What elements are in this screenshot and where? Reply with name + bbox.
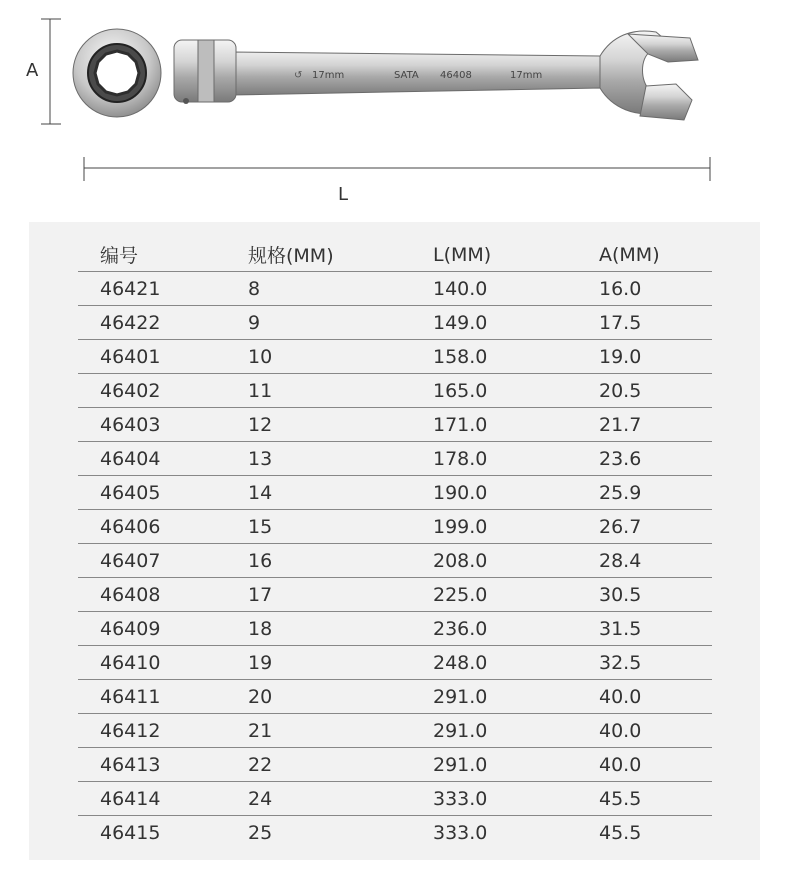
length-cell: 291.0 xyxy=(411,680,577,714)
size-cell: 19 xyxy=(226,646,411,680)
length-cell: 236.0 xyxy=(411,612,577,646)
length-cell: 178.0 xyxy=(411,442,577,476)
a-cell: 40.0 xyxy=(577,748,712,782)
size-cell: 9 xyxy=(226,306,411,340)
size-cell: 12 xyxy=(226,408,411,442)
part-number-cell: 46415 xyxy=(100,821,161,844)
a-cell: 21.7 xyxy=(577,408,712,442)
size-cell: 20 xyxy=(226,680,411,714)
table-row xyxy=(78,782,712,816)
header-a: A(MM) xyxy=(577,238,712,272)
a-cell: 40.0 xyxy=(577,714,712,748)
table-row xyxy=(78,578,712,612)
table-row xyxy=(78,340,712,374)
table-row xyxy=(78,476,712,510)
table-row xyxy=(78,612,712,646)
table-row xyxy=(78,442,712,476)
size-cell: 17 xyxy=(226,578,411,612)
a-cell: 20.5 xyxy=(577,374,712,408)
wrench-ring-end xyxy=(73,29,161,117)
table-row xyxy=(78,374,712,408)
part-number-cell: 46422 xyxy=(78,306,226,340)
length-cell: 165.0 xyxy=(411,374,577,408)
wrench-size-mark-left: 17mm xyxy=(312,70,345,81)
header-size: 规格(MM) xyxy=(226,238,411,272)
dimension-l-line xyxy=(84,157,710,181)
table-row xyxy=(78,544,712,578)
part-number-cell: 46411 xyxy=(78,680,226,714)
table-row xyxy=(78,408,712,442)
part-number-cell: 46406 xyxy=(78,510,226,544)
header-length: L(MM) xyxy=(411,238,577,272)
table-row xyxy=(78,646,712,680)
length-cell: 149.0 xyxy=(411,306,577,340)
size-cell: 24 xyxy=(226,782,411,816)
a-cell: 45.5 xyxy=(577,782,712,816)
size-cell: 11 xyxy=(226,374,411,408)
length-cell: 291.0 xyxy=(411,714,577,748)
a-cell: 28.4 xyxy=(577,544,712,578)
a-cell: 32.5 xyxy=(577,646,712,680)
length-cell: 291.0 xyxy=(411,748,577,782)
table-row xyxy=(78,680,712,714)
part-number-cell: 46412 xyxy=(78,714,226,748)
length-cell: 199.0 xyxy=(411,510,577,544)
wrench-open-end xyxy=(600,31,698,120)
length-cell: 190.0 xyxy=(411,476,577,510)
part-number-cell: 46414 xyxy=(78,782,226,816)
length-cell: 140.0 xyxy=(411,272,577,306)
size-cell: 21 xyxy=(226,714,411,748)
part-number-cell: 46402 xyxy=(78,374,226,408)
wrench-illustration xyxy=(0,0,790,215)
wrench-ratchet-symbol: ↺ xyxy=(294,70,303,81)
part-number-cell: 46409 xyxy=(78,612,226,646)
size-cell: 10 xyxy=(226,340,411,374)
size-cell: 8 xyxy=(226,272,411,306)
a-cell: 25.9 xyxy=(577,476,712,510)
part-number-cell: 46405 xyxy=(78,476,226,510)
a-cell: 23.6 xyxy=(577,442,712,476)
table-header-row xyxy=(78,238,712,272)
length-cell: 225.0 xyxy=(411,578,577,612)
part-number-cell: 46410 xyxy=(78,646,226,680)
dimension-a-line xyxy=(41,19,61,124)
part-number-cell: 46407 xyxy=(78,544,226,578)
length-cell: 208.0 xyxy=(411,544,577,578)
table-row xyxy=(78,272,712,306)
table-row xyxy=(78,510,712,544)
table-row xyxy=(78,714,712,748)
a-cell: 19.0 xyxy=(577,340,712,374)
header-part-number: 编号 xyxy=(78,238,226,272)
spec-table-panel xyxy=(29,222,760,860)
part-number-cell: 46404 xyxy=(78,442,226,476)
wrench-flex-joint xyxy=(174,40,236,104)
length-cell: 248.0 xyxy=(411,646,577,680)
spec-table xyxy=(78,238,712,849)
a-cell: 26.7 xyxy=(577,510,712,544)
a-cell: 30.5 xyxy=(577,578,712,612)
size-cell: 13 xyxy=(226,442,411,476)
part-number-cell: 46401 xyxy=(78,340,226,374)
dimension-a-label: A xyxy=(26,60,39,81)
a-cell: 16.0 xyxy=(577,272,712,306)
part-number-cell: 46403 xyxy=(78,408,226,442)
a-cell: 45.5 xyxy=(599,821,642,844)
wrench-handle xyxy=(232,48,618,96)
size-cell: 22 xyxy=(226,748,411,782)
table-row xyxy=(78,306,712,340)
length-cell: 333.0 xyxy=(433,821,488,844)
wrench-dimension-diagram xyxy=(0,0,790,215)
part-number-cell: 46408 xyxy=(78,578,226,612)
part-number-cell: 46421 xyxy=(78,272,226,306)
length-cell: 158.0 xyxy=(411,340,577,374)
size-cell: 18 xyxy=(226,612,411,646)
dimension-l-label: L xyxy=(338,184,349,205)
table-row xyxy=(78,816,712,850)
part-number-cell: 46413 xyxy=(78,748,226,782)
a-cell: 40.0 xyxy=(577,680,712,714)
size-cell: 25 xyxy=(248,821,273,844)
length-cell: 171.0 xyxy=(411,408,577,442)
length-cell: 333.0 xyxy=(411,782,577,816)
a-cell: 17.5 xyxy=(577,306,712,340)
wrench-part-number-mark: 46408 xyxy=(440,70,472,81)
wrench-size-mark-right: 17mm xyxy=(510,70,543,81)
size-cell: 15 xyxy=(226,510,411,544)
size-cell: 14 xyxy=(226,476,411,510)
size-cell: 16 xyxy=(226,544,411,578)
a-cell: 31.5 xyxy=(577,612,712,646)
table-row xyxy=(78,748,712,782)
wrench-brand-mark: SATA xyxy=(394,70,419,81)
